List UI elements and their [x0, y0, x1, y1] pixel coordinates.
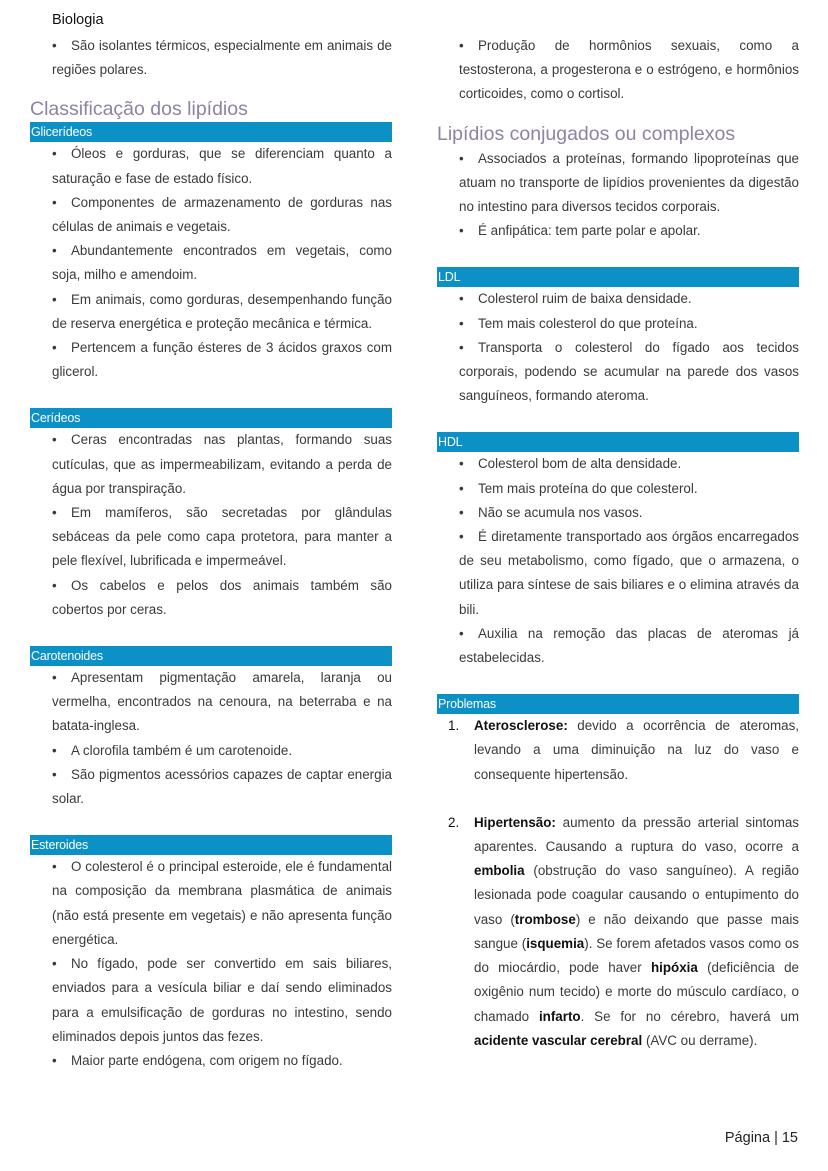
bullet-item: • A clorofila também é um carotenoide.: [30, 739, 392, 763]
bullet-icon: •: [52, 243, 57, 259]
item-number: 2.: [448, 814, 460, 830]
term: isquemia: [526, 935, 585, 951]
bullet-item: • No fígado, pode ser convertido em sais biliares, enviados para a vesícula biliar e daí sendo eliminados para a emulsificação de gorduras no intestino, sendo eliminados depois juntos das fezes.: [30, 952, 392, 1049]
bullet-item: • Auxilia na remoção das placas de ateromas já estabelecidas.: [437, 622, 799, 670]
bullet-item: • Em animais, como gorduras, desempenhando função de reserva energética e proteção mecânica e térmica.: [30, 288, 392, 336]
bullet-item: • Transporta o colesterol do fígado aos tecidos corporais, podendo se acumular na parede dos vasos sanguíneos, formando ateroma.: [437, 336, 799, 409]
problem-item-aterosclerose: 1. Aterosclerose: devido a ocorrência de ateromas, levando a uma diminuição na luz do vaso e consequente hipertensão.: [437, 714, 799, 787]
bullet-item: • São isolantes térmicos, especialmente em animais de regiões polares.: [30, 34, 392, 82]
bullet-icon: •: [459, 223, 464, 239]
bullet-item: • Componentes de armazenamento de gorduras nas células de animais e vegetais.: [30, 191, 392, 239]
group-header-problemas: Problemas: [437, 694, 799, 714]
bullet-item: • Ceras encontradas nas plantas, formando suas cutículas, que as impermeabilizam, evitando a perda de água por transpiração.: [30, 428, 392, 501]
page-number: Página | 15: [724, 1130, 798, 1146]
bullet-icon: •: [459, 456, 464, 472]
bullet-item: • Óleos e gorduras, que se diferenciam quanto a saturação e fase de estado físico.: [30, 142, 392, 190]
bullet-item: • Colesterol bom de alta densidade.: [437, 452, 799, 476]
right-column: [437, 34, 799, 1053]
bullet-icon: •: [459, 315, 464, 331]
term: hipóxia: [650, 960, 698, 976]
term: embolia: [474, 863, 525, 879]
bullet-icon: •: [459, 504, 464, 520]
bullet-icon: •: [52, 194, 57, 210]
bullet-item: • O colesterol é o principal esteroide, ele é fundamental na composição da membrana plasmática de animais (não está presente em vegetais) e não apresenta função energética.: [30, 855, 392, 952]
group-header-glicerideos: Glicerídeos: [30, 122, 392, 142]
bullet-item: • Os cabelos e pelos dos animais também são cobertos por ceras.: [30, 574, 392, 622]
bullet-item: • São pigmentos acessórios capazes de captar energia solar.: [30, 763, 392, 811]
bullet-icon: •: [52, 670, 57, 686]
bullet-item: • Tem mais proteína do que colesterol.: [437, 477, 799, 501]
bullet-icon: •: [52, 1052, 57, 1068]
group-header-carotenoides: Carotenoides: [30, 646, 392, 666]
bullet-icon: •: [52, 577, 57, 593]
bullet-item: • Apresentam pigmentação amarela, laranja ou vermelha, encontrados na cenoura, na beterraba e na batata-inglesa.: [30, 666, 392, 739]
section-title-lipidios-conjugados: Lipídios conjugados ou complexos: [437, 122, 736, 145]
group-header-ldl: LDL: [437, 267, 799, 287]
bullet-icon: •: [52, 432, 57, 448]
left-column: [30, 34, 392, 1073]
bullet-item: • Maior parte endógena, com origem no fígado.: [30, 1049, 392, 1073]
bullet-item: • Colesterol ruim de baixa densidade.: [437, 287, 799, 311]
term: Aterosclerose:: [474, 718, 568, 734]
bullet-item: • Não se acumula nos vasos.: [437, 501, 799, 525]
bullet-icon: •: [459, 625, 464, 641]
bullet-icon: •: [52, 956, 57, 972]
bullet-icon: •: [52, 146, 57, 162]
bullet-icon: •: [459, 38, 464, 53]
bullet-icon: •: [459, 480, 464, 496]
term: infarto: [538, 1008, 581, 1024]
bullet-icon: •: [459, 339, 464, 355]
bullet-icon: •: [52, 340, 57, 356]
bullet-icon: •: [52, 505, 57, 521]
bullet-icon: •: [459, 150, 464, 166]
bullet-icon: •: [52, 766, 57, 782]
bullet-item: • Produção de hormônios sexuais, como a testosterona, a progesterona e o estrógeno, e hormônios corticoides, como o cortisol.: [437, 34, 799, 107]
group-header-esteroides: Esteroides: [30, 835, 392, 855]
section-title-classificacao: Classificação dos lipídios: [30, 98, 248, 121]
bullet-item: • Pertencem a função ésteres de 3 ácidos graxos com glicerol.: [30, 336, 392, 384]
problem-item-hipertensao: 2. Hipertensão: aumento da pressão arterial sintomas aparentes. Causando a ruptura do vaso, ocorre a embolia (obstrução do vaso sanguíneo). A região lesionada pode coagular causando o entupimento do vaso (trombose) e não deixando que passe mais sangue (isquemia). Se forem afetados vasos como os do miocárdio, pode haver hipóxia (deficiência de oxigênio num tecido) e morte do músculo cardíaco, o chamado infarto. Se for no cérebro, haverá um acidente vascular cerebral (AVC ou derrame).: [437, 811, 799, 1053]
bullet-icon: •: [52, 291, 57, 307]
bullet-item: • É diretamente transportado aos órgãos encarregados de seu metabolismo, como fígado, que o armazena, o utiliza para síntese de sais biliares e o elimina através da bili.: [437, 525, 799, 622]
term: acidente vascular cerebral: [474, 1032, 643, 1048]
bullet-item: • É anfipática: tem parte polar e apolar.: [437, 219, 799, 243]
bullet-item: • Em mamíferos, são secretadas por glândulas sebáceas da pele como capa protetora, para manter a pele flexível, lubrificada e impermeável.: [30, 501, 392, 574]
item-number: 1.: [448, 718, 460, 734]
group-header-cerideos: Cerídeos: [30, 408, 392, 428]
bullet-item: • Associados a proteínas, formando lipoproteínas que atuam no transporte de lipídios provenientes da digestão no intestino para diversos tecidos corporais.: [437, 147, 799, 220]
bullet-item: • Tem mais colesterol do que proteína.: [437, 312, 799, 336]
bullet-icon: •: [459, 291, 464, 307]
bullet-icon: •: [52, 38, 57, 53]
bullet-icon: •: [52, 859, 57, 875]
bullet-icon: •: [459, 529, 464, 545]
bullet-icon: •: [52, 742, 57, 758]
group-header-hdl: HDL: [437, 432, 799, 452]
term: trombose: [514, 911, 576, 927]
bullet-item: • Abundantemente encontrados em vegetais, como soja, milho e amendoim.: [30, 239, 392, 287]
page-header-title: Biologia: [52, 12, 104, 28]
term: Hipertensão:: [474, 814, 556, 830]
